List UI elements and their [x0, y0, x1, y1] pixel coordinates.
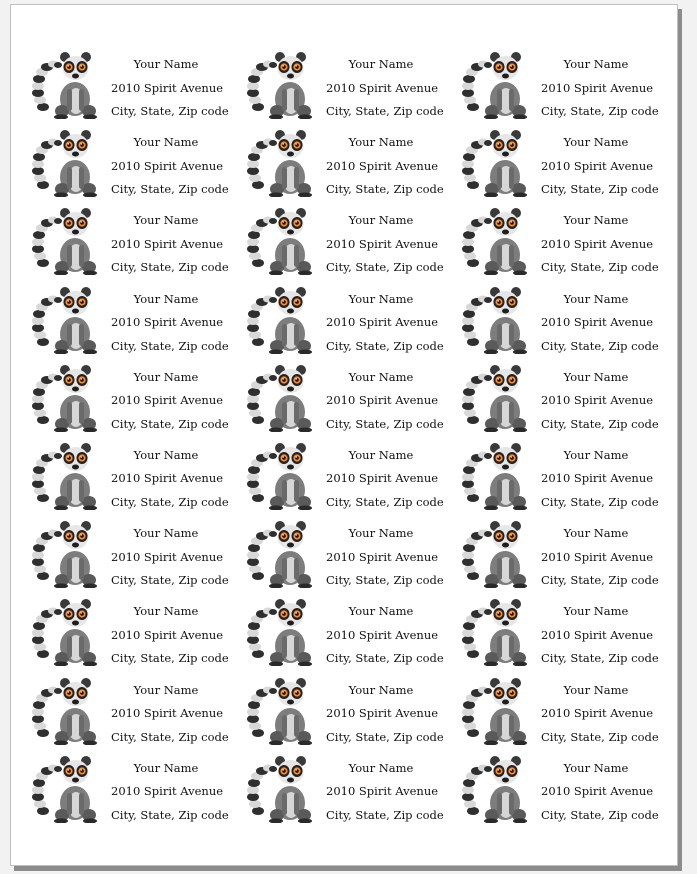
- lemur-icon: [461, 125, 535, 197]
- address-block: [541, 53, 659, 124]
- street-line: 2010 Spirit Avenue: [541, 706, 654, 720]
- street-line: 2010 Spirit Avenue: [541, 549, 654, 564]
- address-label: [246, 434, 461, 512]
- lemur-icon: [246, 203, 320, 275]
- city-line: City, State, Zip code: [111, 651, 229, 666]
- lemur-icon: [461, 594, 535, 666]
- address-label: [461, 434, 676, 512]
- street-line: 2010 Spirit Avenue: [541, 158, 654, 173]
- street-line: 2010 Spirit Avenue: [111, 315, 224, 330]
- address-label: [246, 512, 461, 590]
- lemur-icon: [246, 751, 320, 823]
- name-line: Your Name: [133, 526, 199, 541]
- address-label: [31, 121, 246, 199]
- city-line: City, State, Zip code: [541, 260, 659, 275]
- name-line: Your Name: [133, 213, 199, 228]
- address-label: [31, 278, 246, 356]
- address-label: [461, 278, 676, 356]
- street-line: 2010 Spirit Avenue: [326, 471, 439, 486]
- name-line: Your Name: [348, 57, 414, 71]
- lemur-icon: [31, 203, 105, 275]
- address-block: [111, 679, 229, 750]
- city-line: City, State, Zip code: [326, 651, 444, 666]
- address-block: [111, 131, 229, 202]
- lemur-icon: [31, 125, 105, 197]
- address-label: [31, 434, 246, 512]
- street-line: 2010 Spirit Avenue: [111, 236, 224, 251]
- address-block: [541, 522, 659, 593]
- city-line: City, State, Zip code: [111, 104, 229, 118]
- street-line: 2010 Spirit Avenue: [111, 549, 224, 564]
- name-line: Your Name: [133, 604, 199, 619]
- name-line: Your Name: [133, 447, 199, 462]
- city-line: City, State, Zip code: [326, 182, 444, 197]
- name-line: Your Name: [563, 604, 629, 619]
- lemur-icon: [461, 438, 535, 510]
- city-line: City, State, Zip code: [111, 807, 229, 822]
- name-line: Your Name: [348, 213, 414, 228]
- lemur-icon: [31, 594, 105, 666]
- city-line: City, State, Zip code: [541, 573, 659, 588]
- lemur-icon: [246, 516, 320, 588]
- address-block: [326, 679, 444, 750]
- city-line: City, State, Zip code: [326, 729, 444, 744]
- city-line: City, State, Zip code: [541, 807, 659, 822]
- address-label: [31, 199, 246, 277]
- city-line: City, State, Zip code: [111, 494, 229, 509]
- name-line: Your Name: [563, 760, 629, 775]
- address-block: [111, 366, 229, 437]
- city-line: City, State, Zip code: [541, 416, 659, 431]
- address-label: [246, 43, 461, 121]
- lemur-icon: [246, 438, 320, 510]
- label-grid: [31, 43, 676, 825]
- address-label: [461, 356, 676, 434]
- street-line: 2010 Spirit Avenue: [326, 236, 439, 251]
- lemur-icon: [461, 673, 535, 745]
- address-label: [246, 747, 461, 825]
- street-line: 2010 Spirit Avenue: [326, 784, 439, 799]
- address-block: [541, 444, 659, 515]
- address-block: [326, 757, 444, 828]
- address-label: [246, 669, 461, 747]
- lemur-icon: [461, 47, 535, 119]
- address-block: [326, 366, 444, 437]
- address-label: [246, 121, 461, 199]
- name-line: Your Name: [348, 604, 414, 619]
- lemur-icon: [461, 516, 535, 588]
- name-line: Your Name: [348, 526, 414, 541]
- street-line: 2010 Spirit Avenue: [541, 80, 654, 95]
- lemur-icon: [461, 360, 535, 432]
- name-line: Your Name: [563, 447, 629, 462]
- address-block: [111, 522, 229, 593]
- address-block: [326, 53, 444, 124]
- address-block: [111, 209, 229, 280]
- address-block: [111, 757, 229, 828]
- lemur-icon: [31, 282, 105, 354]
- address-block: [541, 600, 659, 671]
- address-block: [111, 288, 229, 359]
- lemur-icon: [31, 438, 105, 510]
- address-block: [326, 288, 444, 359]
- address-block: [541, 131, 659, 202]
- lemur-icon: [246, 47, 320, 119]
- street-line: 2010 Spirit Avenue: [111, 784, 224, 799]
- lemur-icon: [31, 751, 105, 823]
- address-label: [461, 43, 676, 121]
- lemur-icon: [31, 673, 105, 745]
- address-block: [111, 444, 229, 515]
- street-line: 2010 Spirit Avenue: [111, 627, 224, 642]
- city-line: City, State, Zip code: [111, 729, 229, 744]
- address-block: [326, 444, 444, 515]
- city-line: City, State, Zip code: [541, 494, 659, 509]
- street-line: 2010 Spirit Avenue: [326, 549, 439, 564]
- address-label: [246, 199, 461, 277]
- label-sheet-page: [10, 4, 678, 866]
- lemur-icon: [246, 360, 320, 432]
- city-line: City, State, Zip code: [111, 338, 229, 353]
- name-line: Your Name: [563, 57, 629, 71]
- street-line: 2010 Spirit Avenue: [111, 393, 224, 408]
- address-label: [246, 590, 461, 668]
- street-line: 2010 Spirit Avenue: [541, 627, 654, 642]
- street-line: 2010 Spirit Avenue: [326, 627, 439, 642]
- street-line: 2010 Spirit Avenue: [541, 236, 654, 251]
- city-line: City, State, Zip code: [541, 729, 659, 744]
- address-block: [326, 522, 444, 593]
- address-block: [111, 600, 229, 671]
- lemur-icon: [246, 673, 320, 745]
- address-block: [326, 131, 444, 202]
- street-line: 2010 Spirit Avenue: [111, 80, 224, 95]
- street-line: 2010 Spirit Avenue: [326, 158, 439, 173]
- city-line: City, State, Zip code: [326, 260, 444, 275]
- lemur-icon: [461, 282, 535, 354]
- street-line: 2010 Spirit Avenue: [326, 706, 439, 720]
- street-line: 2010 Spirit Avenue: [111, 158, 224, 173]
- address-block: [111, 53, 229, 124]
- address-block: [326, 600, 444, 671]
- name-line: Your Name: [133, 291, 199, 306]
- name-line: Your Name: [348, 760, 414, 775]
- name-line: Your Name: [348, 135, 414, 150]
- address-label: [461, 512, 676, 590]
- lemur-icon: [31, 516, 105, 588]
- name-line: Your Name: [133, 369, 199, 384]
- address-label: [461, 747, 676, 825]
- city-line: City, State, Zip code: [541, 651, 659, 666]
- address-label: [461, 669, 676, 747]
- address-block: [326, 209, 444, 280]
- address-label: [461, 590, 676, 668]
- address-label: [31, 43, 246, 121]
- city-line: City, State, Zip code: [541, 182, 659, 197]
- address-block: [541, 679, 659, 750]
- address-label: [31, 356, 246, 434]
- lemur-icon: [246, 125, 320, 197]
- city-line: City, State, Zip code: [111, 182, 229, 197]
- city-line: City, State, Zip code: [326, 573, 444, 588]
- name-line: Your Name: [348, 291, 414, 306]
- city-line: City, State, Zip code: [326, 338, 444, 353]
- lemur-icon: [461, 751, 535, 823]
- name-line: Your Name: [563, 135, 629, 150]
- name-line: Your Name: [563, 682, 629, 697]
- address-block: [541, 288, 659, 359]
- address-label: [246, 356, 461, 434]
- name-line: Your Name: [563, 213, 629, 228]
- name-line: Your Name: [348, 682, 414, 697]
- street-line: 2010 Spirit Avenue: [541, 471, 654, 486]
- city-line: City, State, Zip code: [111, 573, 229, 588]
- street-line: 2010 Spirit Avenue: [541, 784, 654, 799]
- lemur-icon: [246, 282, 320, 354]
- lemur-icon: [31, 360, 105, 432]
- city-line: City, State, Zip code: [326, 807, 444, 822]
- name-line: Your Name: [563, 291, 629, 306]
- city-line: City, State, Zip code: [111, 260, 229, 275]
- street-line: 2010 Spirit Avenue: [326, 393, 439, 408]
- address-block: [541, 209, 659, 280]
- name-line: Your Name: [348, 369, 414, 384]
- street-line: 2010 Spirit Avenue: [111, 706, 224, 720]
- name-line: Your Name: [563, 526, 629, 541]
- address-label: [31, 747, 246, 825]
- city-line: City, State, Zip code: [541, 104, 659, 118]
- name-line: Your Name: [133, 760, 199, 775]
- city-line: City, State, Zip code: [541, 338, 659, 353]
- street-line: 2010 Spirit Avenue: [326, 315, 439, 330]
- name-line: Your Name: [563, 369, 629, 384]
- city-line: City, State, Zip code: [111, 416, 229, 431]
- name-line: Your Name: [348, 447, 414, 462]
- city-line: City, State, Zip code: [326, 416, 444, 431]
- address-label: [461, 121, 676, 199]
- name-line: Your Name: [133, 682, 199, 697]
- street-line: 2010 Spirit Avenue: [541, 315, 654, 330]
- address-label: [31, 512, 246, 590]
- address-label: [31, 590, 246, 668]
- street-line: 2010 Spirit Avenue: [326, 80, 439, 95]
- address-label: [461, 199, 676, 277]
- name-line: Your Name: [133, 135, 199, 150]
- address-label: [31, 669, 246, 747]
- address-block: [541, 757, 659, 828]
- city-line: City, State, Zip code: [326, 494, 444, 509]
- lemur-icon: [246, 594, 320, 666]
- city-line: City, State, Zip code: [326, 104, 444, 118]
- address-block: [541, 366, 659, 437]
- street-line: 2010 Spirit Avenue: [111, 471, 224, 486]
- name-line: Your Name: [133, 57, 199, 71]
- street-line: 2010 Spirit Avenue: [541, 393, 654, 408]
- address-label: [246, 278, 461, 356]
- lemur-icon: [461, 203, 535, 275]
- lemur-icon: [31, 47, 105, 119]
